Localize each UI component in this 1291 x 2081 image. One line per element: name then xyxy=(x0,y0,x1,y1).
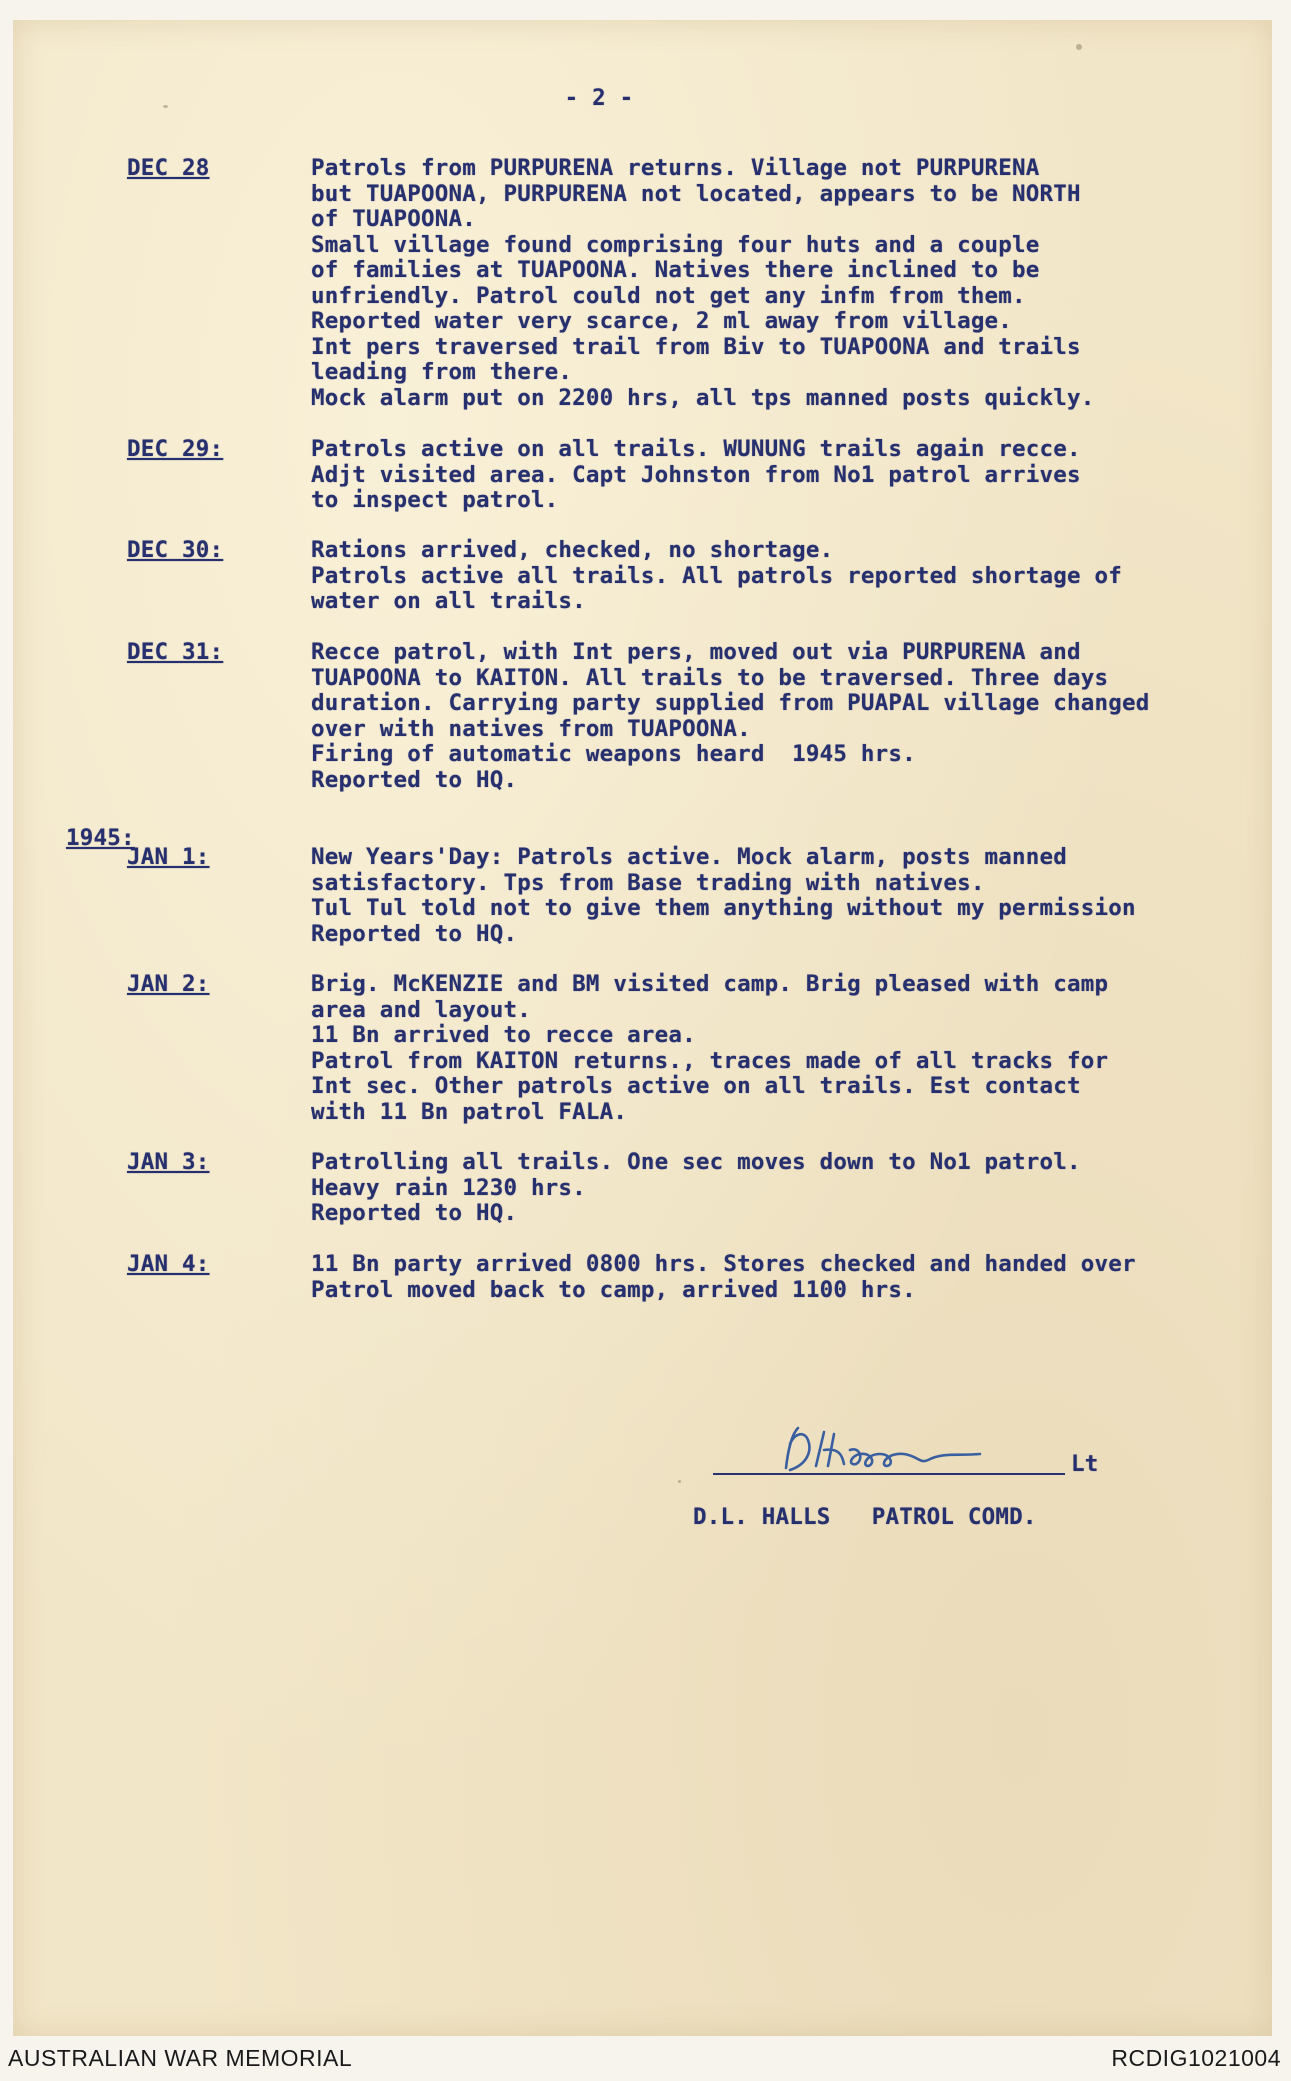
entry-line: 11 Bn party arrived 0800 hrs. Stores checked and handed over xyxy=(311,1252,1136,1277)
entry-date: JAN 4: xyxy=(127,1251,210,1277)
entry-date: DEC 30: xyxy=(127,537,224,563)
entry-date: JAN 3: xyxy=(127,1149,210,1175)
paper-blemish xyxy=(1076,44,1082,50)
entry-line: satisfactory. Tps from Base trading with natives. xyxy=(311,870,985,896)
entry-line: Int pers traversed trail from Biv to TUAPOONA and trails xyxy=(311,334,1081,360)
signature-text: D.L. Halls xyxy=(768,1420,773,1421)
entry-line: leading from there. xyxy=(311,360,573,385)
entry-text xyxy=(311,640,1266,793)
entry-line: 11 Bn arrived to recce area. xyxy=(311,1023,696,1048)
entry-line: Patrols active on all trails. WUNUNG trails again recce. xyxy=(311,437,1081,462)
entry-text xyxy=(311,156,1266,411)
entry-line: Patrols from PURPURENA returns. Village not PURPURENA xyxy=(311,156,1040,181)
entry-line: Patrolling all trails. One sec moves down to No1 patrol. xyxy=(311,1150,1081,1175)
signatory-rank: Lt xyxy=(1071,1451,1099,1477)
archive-id: RCDIG1021004 xyxy=(1111,2045,1281,2071)
entry-line: but TUAPOONA, PURPURENA not located, appears to be NORTH xyxy=(311,181,1081,207)
entry-line: Rations arrived, checked, no shortage. xyxy=(311,538,834,563)
entry-line: Patrols active all trails. All patrols reported shortage of xyxy=(311,563,1123,589)
year-heading: 1945: xyxy=(66,825,135,851)
entry-line: New Years'Day: Patrols active. Mock alarm, posts manned xyxy=(311,845,1068,870)
entry-date: JAN 1: xyxy=(127,844,210,870)
entry-date: DEC 29: xyxy=(127,436,224,462)
entry-line: Firing of automatic weapons heard 1945 hrs. xyxy=(311,742,916,767)
entry-line: Reported to HQ. xyxy=(311,921,518,947)
entry-line: area and layout. xyxy=(311,997,531,1023)
entry-line: water on all trails. xyxy=(311,589,586,614)
handwritten-signature xyxy=(768,1420,998,1480)
entry-line: Recce patrol, with Int pers, moved out via PURPURENA and xyxy=(311,640,1081,665)
entry-line: Patrol moved back to camp, arrived 1100 hrs. xyxy=(311,1277,916,1303)
entry-line: of families at TUAPOONA. Natives there inclined to be xyxy=(311,258,1040,283)
entry-line: Int sec. Other patrols active on all trails. Est contact xyxy=(311,1074,1081,1099)
signature-line xyxy=(713,1473,1065,1475)
entry-line: over with natives from TUAPOONA. xyxy=(311,716,751,742)
entry-line: Reported to HQ. xyxy=(311,1201,518,1226)
entry-text xyxy=(311,1150,1266,1227)
entry-line: Mock alarm put on 2200 hrs, all tps manned posts quickly. xyxy=(311,385,1095,411)
archive-credit: AUSTRALIAN WAR MEMORIAL xyxy=(8,2045,353,2071)
entry-line: to inspect patrol. xyxy=(311,488,559,513)
entry-line: Reported to HQ. xyxy=(311,767,518,793)
entry-line: TUAPOONA to KAITON. All trails to be traversed. Three days xyxy=(311,665,1109,691)
entry-text xyxy=(311,538,1266,615)
entry-text xyxy=(311,845,1266,947)
entry-line: Heavy rain 1230 hrs. xyxy=(311,1175,586,1201)
entry-line: duration. Carrying party supplied from PUAPAL village changed xyxy=(311,691,1150,716)
page-number: - 2 - xyxy=(564,85,634,111)
entry-line: Adjt visited area. Capt Johnston from No1 patrol arrives xyxy=(311,462,1081,488)
entry-line: Small village found comprising four huts and a couple xyxy=(311,232,1040,258)
entry-date: JAN 2: xyxy=(127,971,210,997)
entry-date: DEC 31: xyxy=(127,639,224,665)
entry-line: Reported water very scarce, 2 ml away from village. xyxy=(311,309,1013,334)
entry-line: Brig. McKENZIE and BM visited camp. Brig pleased with camp xyxy=(311,972,1109,997)
entry-date: DEC 28 xyxy=(127,155,210,181)
paper-blemish xyxy=(678,1480,681,1483)
signatory-name: D.L. HALLS PATROL COMD. xyxy=(693,1504,1037,1530)
entry-line: with 11 Bn patrol FALA. xyxy=(311,1099,628,1125)
entry-line: Tul Tul told not to give them anything without my permission xyxy=(311,896,1136,921)
entry-text xyxy=(311,972,1266,1125)
paper-blemish xyxy=(163,105,168,108)
entry-line: Patrol from KAITON returns., traces made of all tracks for xyxy=(311,1048,1109,1074)
entry-line: unfriendly. Patrol could not get any infm from them. xyxy=(311,283,1026,309)
entry-line: of TUAPOONA. xyxy=(311,207,476,232)
document-page xyxy=(13,20,1272,2036)
entry-text xyxy=(311,437,1266,514)
entry-text xyxy=(311,1252,1266,1303)
